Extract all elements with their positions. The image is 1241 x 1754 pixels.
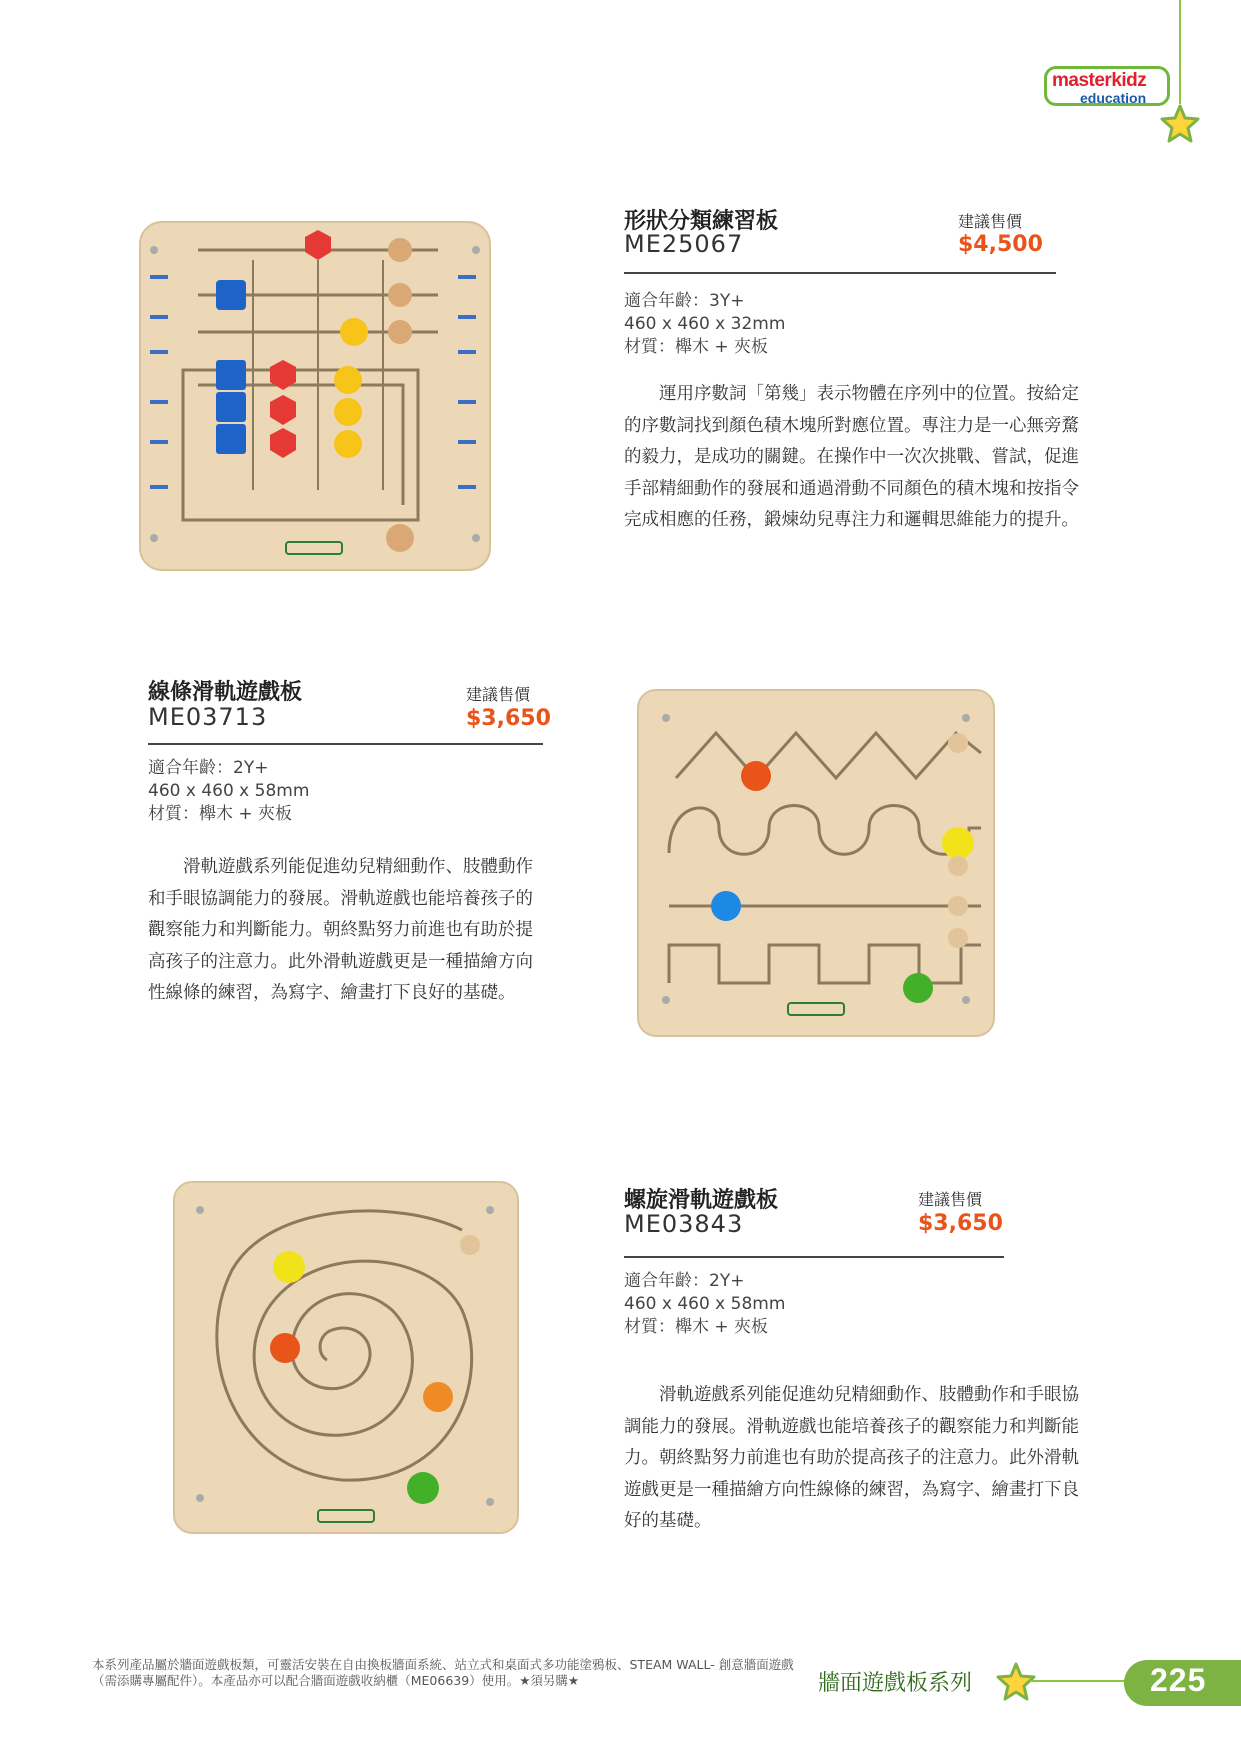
brand-logo-text: masterkidz [1052,70,1147,91]
price-label: 建議售價 [918,1190,983,1209]
product-code: ME03713 [148,703,268,731]
product-image-spiral-track-board [172,1180,520,1535]
price-label: 建議售價 [466,685,531,704]
brand-logo-subtext: education [1080,90,1147,106]
spec-material: 材質：櫸木 + 夾板 [624,1317,769,1337]
divider [624,1256,1004,1258]
spec-age: 適合年齡：3Y+ [624,291,745,311]
divider [148,743,543,745]
spec-size: 460 x 460 x 32mm [624,314,786,334]
product-code: ME03843 [624,1210,744,1238]
product-description: 滑軌遊戲系列能促進幼兒精細動作、肢體動作和手眼協調能力的發展。滑軌遊戲也能培養孩子的觀察能力和判斷能力。朝終點努力前進也有助於提高孩子的注意力。此外滑軌遊戲更是一種描繪方向性線條的練習，為寫字、繪畫打下良好的基礎。 [624,1385,1079,1532]
decorative-hanging-line [1179,0,1181,104]
star-icon [1160,104,1200,144]
footer-note: 本系列產品屬於牆面遊戲板類，可靈活安裝在自由換板牆面系統、站立式和桌面式多功能塗鴉板、STEAM WALL- 創意牆面遊戲（需添購專屬配件）。本產品亦可以配合牆面遊戲收納櫃（ME06639）使用。★須另購★ [92,1657,794,1688]
product-code: ME25067 [624,230,744,258]
product-image-shape-sorting-board [138,220,492,572]
product-description: 滑軌遊戲系列能促進幼兒精細動作、肢體動作和手眼協調能力的發展。滑軌遊戲也能培養孩子的觀察能力和判斷能力。朝終點努力前進也有助於提高孩子的注意力。此外滑軌遊戲更是一種描繪方向性線條的練習，為寫字、繪畫打下良好的基礎。 [148,857,533,1004]
page-number: 225 [1150,1662,1207,1698]
product-name: 螺旋滑軌遊戲板 [624,1188,779,1213]
divider [624,272,1056,274]
spec-age: 適合年齡：2Y+ [624,1271,745,1291]
footer-divider [1030,1680,1130,1682]
product-price: $3,650 [918,1211,1003,1236]
product-price: $3,650 [466,706,551,731]
series-title: 牆面遊戲板系列 [818,1671,973,1696]
product-name: 形狀分類練習板 [624,209,779,234]
spec-age: 適合年齡：2Y+ [148,758,269,778]
spec-size: 460 x 460 x 58mm [624,1294,786,1314]
spec-material: 材質：櫸木 + 夾板 [148,804,293,824]
product-image-line-track-board [636,688,996,1038]
spec-material: 材質：櫸木 + 夾板 [624,337,769,357]
product-price: $4,500 [958,232,1043,257]
price-label: 建議售價 [958,212,1023,231]
product-name: 線條滑軌遊戲板 [148,680,303,705]
star-icon [996,1662,1036,1702]
product-description: 運用序數詞「第幾」表示物體在序列中的位置。按給定的序數詞找到顏色積木塊所對應位置。專注力是一心無旁騖的毅力，是成功的關鍵。在操作中一次次挑戰、嘗試，促進手部精細動作的發展和通過滑動不同顏色的積木塊和按指令完成相應的任務，鍛煉幼兒專注力和邏輯思維能力的提升。 [624,384,1079,531]
spec-size: 460 x 460 x 58mm [148,781,310,801]
